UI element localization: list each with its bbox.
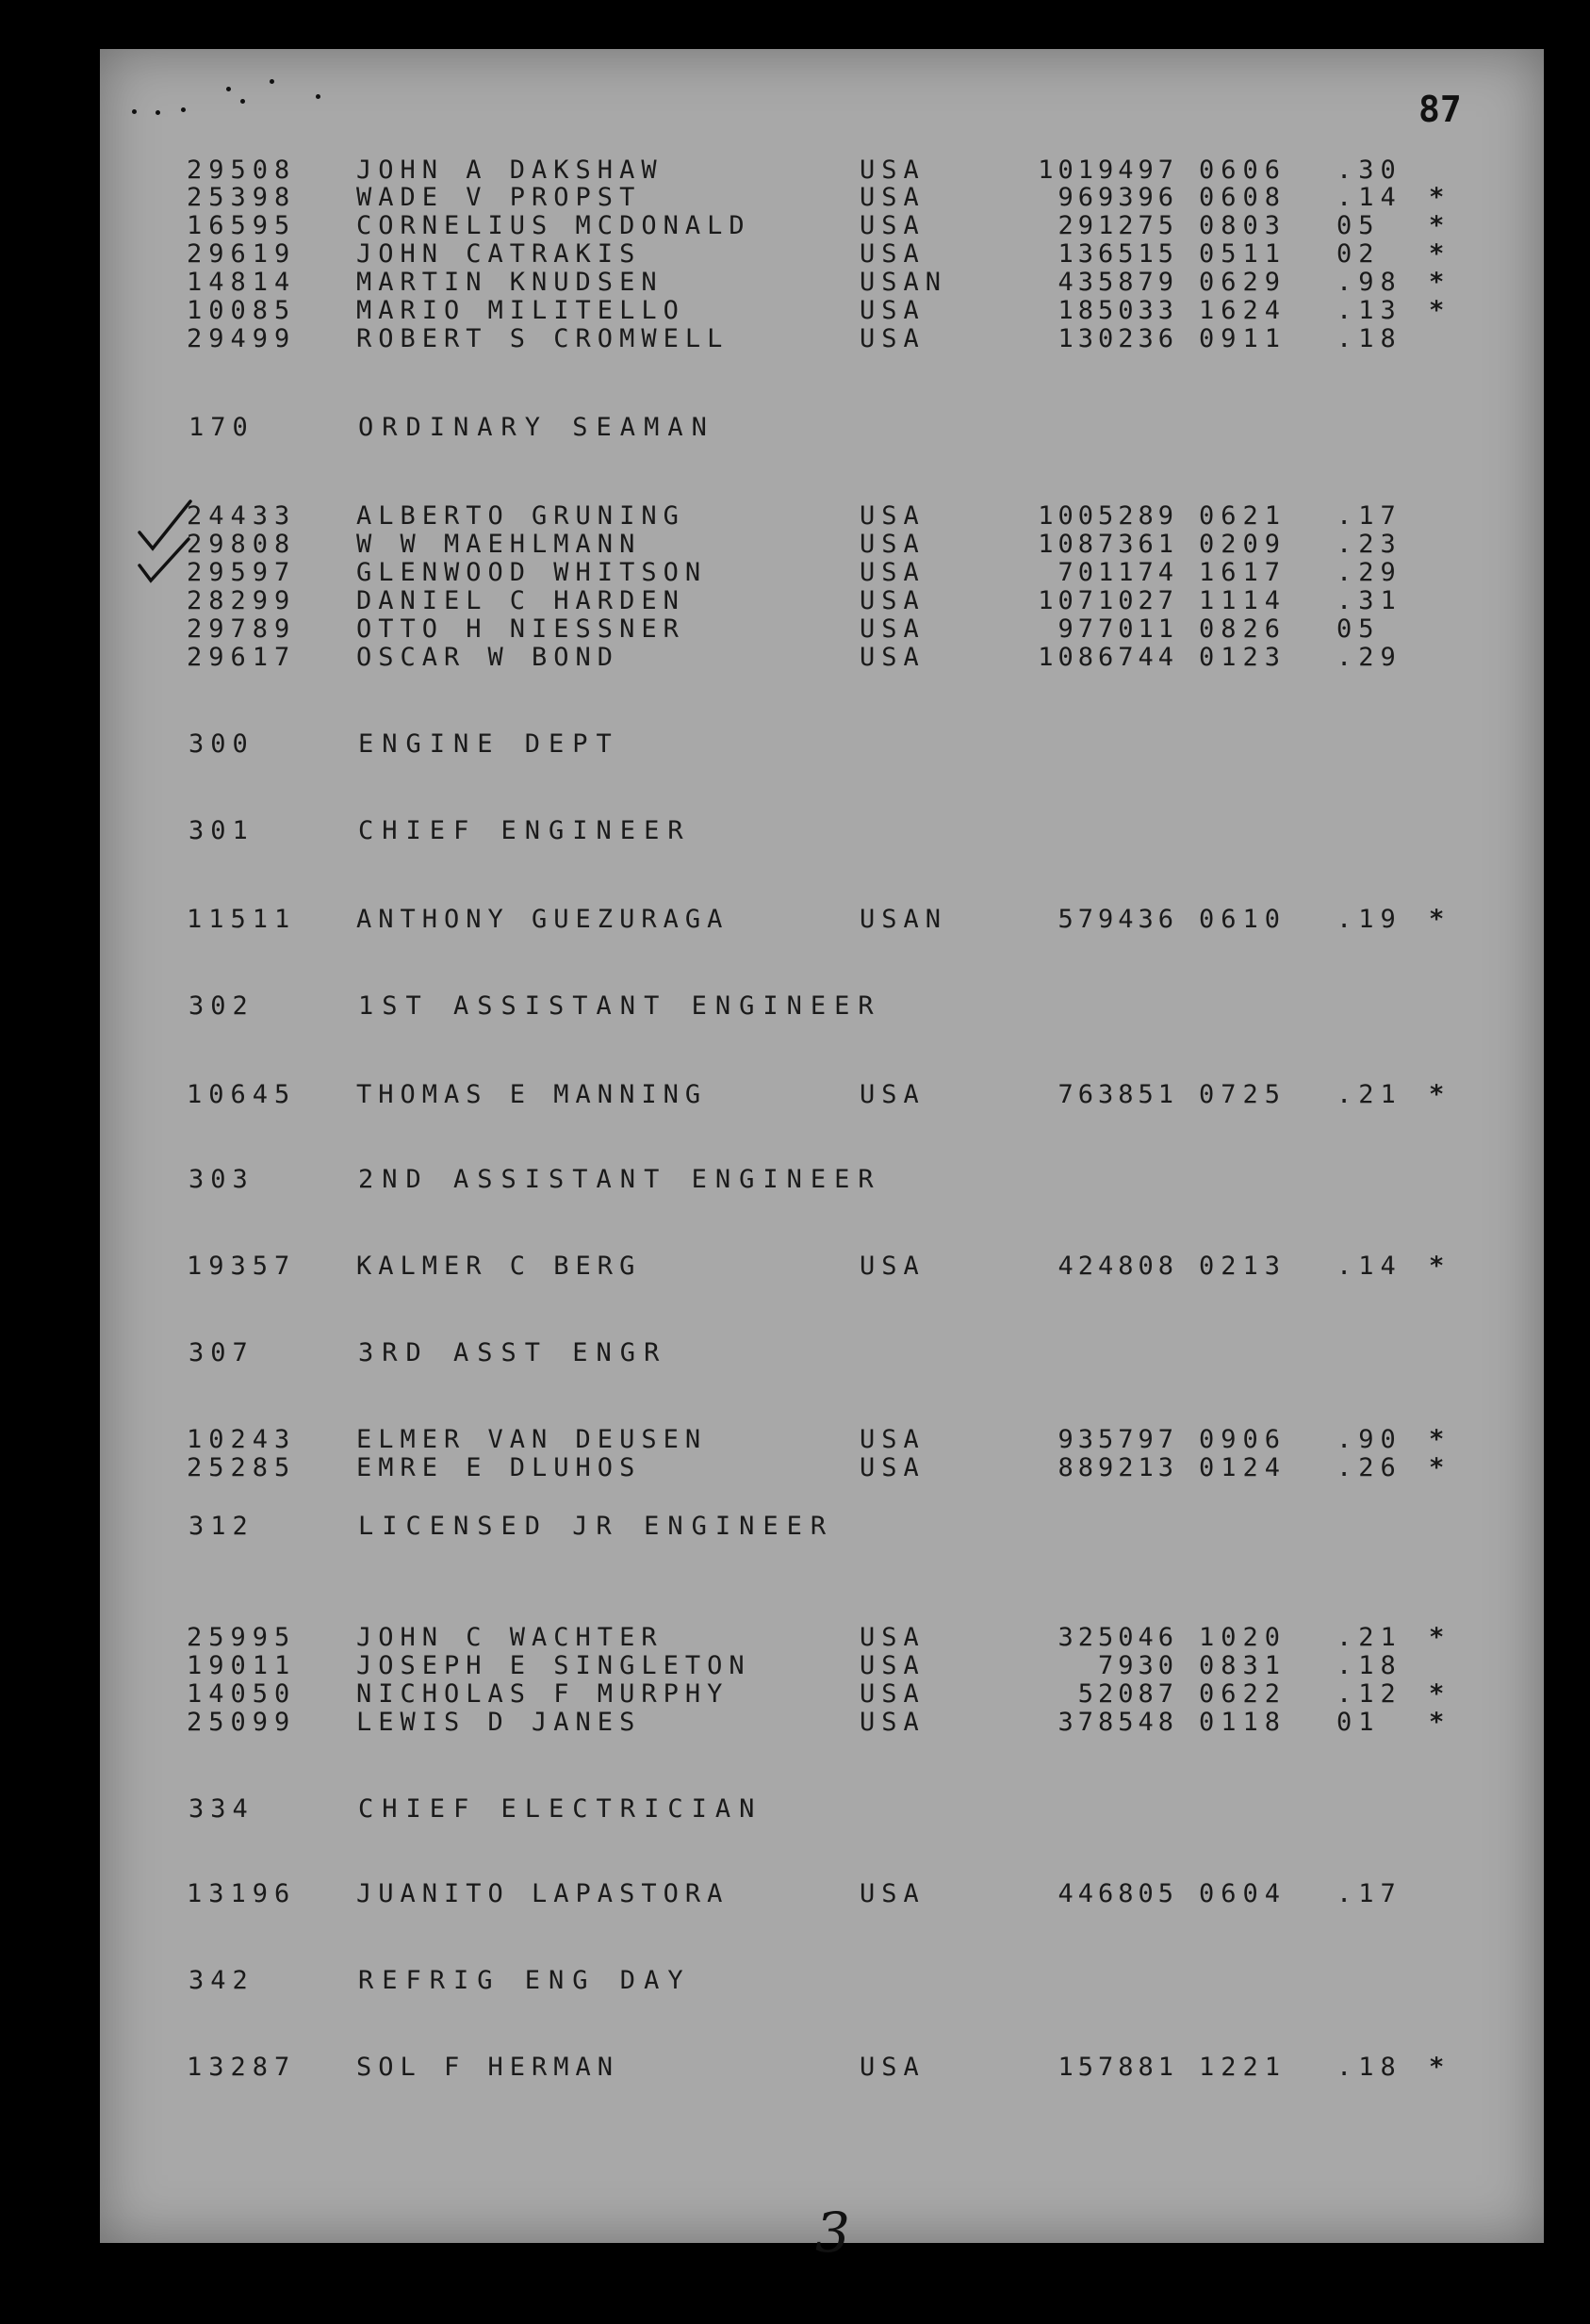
crew-name: DANIEL C HARDEN [356, 586, 685, 615]
value-code: .29 [1336, 558, 1402, 587]
certificate-number: 969396 [1057, 183, 1178, 212]
crew-name: CORNELIUS MCDONALD [356, 211, 751, 240]
asterisk-mark: * [1429, 183, 1451, 212]
section-title: 2ND ASSISTANT ENGINEER [358, 1165, 882, 1194]
date-code: 0213 [1199, 1252, 1287, 1281]
crew-name: OTTO H NIESSNER [356, 614, 685, 644]
crew-name: JOSEPH E SINGLETON [356, 1651, 751, 1680]
certificate-number: 1086744 [1038, 643, 1178, 672]
crew-number: 10645 [187, 1080, 297, 1109]
crew-row [0, 643, 1590, 673]
value-code: .21 [1336, 1080, 1402, 1109]
crew-number: 19011 [187, 1651, 297, 1680]
page-number: 87 [1418, 89, 1462, 130]
date-code: 1617 [1199, 558, 1287, 587]
date-code: 0906 [1199, 1425, 1287, 1454]
section-title: CHIEF ELECTRICIAN [358, 1794, 763, 1824]
citizenship: USA [860, 643, 926, 672]
value-code: .23 [1336, 530, 1402, 559]
citizenship: USA [860, 530, 926, 559]
section-title: LICENSED JR ENGINEER [358, 1512, 835, 1541]
date-code: 1020 [1199, 1623, 1287, 1652]
crew-row [0, 614, 1590, 645]
crew-number: 29617 [187, 643, 297, 672]
value-code: 05 [1336, 614, 1381, 644]
citizenship: USA [860, 1708, 926, 1737]
value-code: .98 [1336, 268, 1402, 297]
ink-speck [226, 87, 231, 91]
asterisk-mark: * [1429, 1425, 1451, 1454]
date-code: 0124 [1199, 1453, 1287, 1482]
crew-row [0, 1879, 1590, 1909]
certificate-number: 325046 [1057, 1623, 1178, 1652]
crew-row [0, 558, 1590, 588]
value-code: .19 [1336, 905, 1402, 934]
crew-number: 13287 [187, 2053, 297, 2082]
section-title: 3RD ASST ENGR [358, 1338, 668, 1367]
crew-name: MARIO MILITELLO [356, 296, 685, 325]
certificate-number: 1005289 [1038, 501, 1178, 531]
asterisk-mark: * [1429, 1679, 1451, 1709]
citizenship: USA [860, 558, 926, 587]
certificate-number: 185033 [1057, 296, 1178, 325]
value-code: .18 [1336, 324, 1402, 353]
crew-row [0, 501, 1590, 532]
date-code: 0629 [1199, 268, 1287, 297]
asterisk-mark: * [1429, 1453, 1451, 1482]
certificate-number: 889213 [1057, 1453, 1178, 1482]
date-code: 0610 [1199, 905, 1287, 934]
asterisk-mark: * [1429, 239, 1451, 269]
certificate-number: 446805 [1057, 1879, 1178, 1908]
crew-row [0, 268, 1590, 298]
citizenship: USA [860, 501, 926, 531]
crew-name: OSCAR W BOND [356, 643, 620, 672]
crew-name: EMRE E DLUHOS [356, 1453, 642, 1482]
crew-number: 29508 [187, 155, 297, 185]
asterisk-mark: * [1429, 1623, 1451, 1652]
crew-row [0, 1252, 1590, 1282]
section-code: 307 [189, 1338, 254, 1367]
date-code: 0911 [1199, 324, 1287, 353]
crew-row [0, 239, 1590, 270]
date-code: 0511 [1199, 239, 1287, 269]
crew-name: NICHOLAS F MURPHY [356, 1679, 729, 1709]
certificate-number: 52087 [1077, 1679, 1178, 1709]
crew-name: THOMAS E MANNING [356, 1080, 708, 1109]
asterisk-mark: * [1429, 211, 1451, 240]
date-code: 1624 [1199, 296, 1287, 325]
date-code: 0118 [1199, 1708, 1287, 1737]
crew-row [0, 296, 1590, 326]
citizenship: USA [860, 2053, 926, 2082]
value-code: .14 [1336, 183, 1402, 212]
date-code: 0803 [1199, 211, 1287, 240]
value-code: 01 [1336, 1708, 1381, 1737]
value-code: .17 [1336, 501, 1402, 531]
certificate-number: 378548 [1057, 1708, 1178, 1737]
crew-row [0, 211, 1590, 241]
crew-number: 25995 [187, 1623, 297, 1652]
crew-row [0, 2053, 1590, 2083]
certificate-number: 130236 [1057, 324, 1178, 353]
certificate-number: 435879 [1057, 268, 1178, 297]
section-title: CHIEF ENGINEER [358, 816, 692, 845]
certificate-number: 424808 [1057, 1252, 1178, 1281]
date-code: 0826 [1199, 614, 1287, 644]
crew-number: 29597 [187, 558, 297, 587]
crew-name: ANTHONY GUEZURAGA [356, 905, 729, 934]
crew-name: JOHN C WACHTER [356, 1623, 664, 1652]
crew-name: SOL F HERMAN [356, 2053, 620, 2082]
citizenship: USAN [860, 268, 948, 297]
value-code: 05 [1336, 211, 1381, 240]
crew-name: ALBERTO GRUNING [356, 501, 685, 531]
value-code: 02 [1336, 239, 1381, 269]
asterisk-mark: * [1429, 2053, 1451, 2082]
certificate-number: 701174 [1057, 558, 1178, 587]
crew-number: 10243 [187, 1425, 297, 1454]
date-code: 0209 [1199, 530, 1287, 559]
value-code: .18 [1336, 1651, 1402, 1680]
value-code: .18 [1336, 2053, 1402, 2082]
crew-row [0, 324, 1590, 354]
crew-number: 25398 [187, 183, 297, 212]
section-code: 303 [189, 1165, 254, 1194]
certificate-number: 579436 [1057, 905, 1178, 934]
asterisk-mark: * [1429, 1708, 1451, 1737]
value-code: .26 [1336, 1453, 1402, 1482]
crew-number: 16595 [187, 211, 297, 240]
crew-row [0, 1679, 1590, 1710]
citizenship: USAN [860, 905, 948, 934]
crew-name: ELMER VAN DEUSEN [356, 1425, 708, 1454]
crew-name: JOHN CATRAKIS [356, 239, 642, 269]
certificate-number: 977011 [1057, 614, 1178, 644]
section-code: 334 [189, 1794, 254, 1824]
crew-number: 28299 [187, 586, 297, 615]
value-code: .14 [1336, 1252, 1402, 1281]
asterisk-mark: * [1429, 1080, 1451, 1109]
asterisk-mark: * [1429, 296, 1451, 325]
crew-row [0, 1080, 1590, 1110]
certificate-number: 291275 [1057, 211, 1178, 240]
date-code: 0606 [1199, 155, 1287, 185]
section-title: 1ST ASSISTANT ENGINEER [358, 991, 882, 1021]
section-code: 170 [189, 413, 254, 442]
asterisk-mark: * [1429, 1252, 1451, 1281]
date-code: 1221 [1199, 2053, 1287, 2082]
crew-number: 11511 [187, 905, 297, 934]
section-code: 342 [189, 1966, 254, 1995]
date-code: 1114 [1199, 586, 1287, 615]
ink-speck [270, 79, 274, 84]
footer-page-number: 3 [815, 2201, 850, 2265]
ink-speck [316, 94, 320, 99]
crew-name: JUANITO LAPASTORA [356, 1879, 729, 1908]
certificate-number: 763851 [1057, 1080, 1178, 1109]
crew-number: 29619 [187, 239, 297, 269]
section-code: 300 [189, 729, 254, 759]
value-code: .17 [1336, 1879, 1402, 1908]
certificate-number: 1019497 [1038, 155, 1178, 185]
crew-row [0, 1425, 1590, 1455]
crew-number: 14050 [187, 1679, 297, 1709]
section-code: 302 [189, 991, 254, 1021]
crew-row [0, 183, 1590, 213]
citizenship: USA [860, 1080, 926, 1109]
handwritten-checkmarks [132, 490, 236, 594]
date-code: 0608 [1199, 183, 1287, 212]
crew-number: 24433 [187, 501, 297, 531]
crew-number: 29808 [187, 530, 297, 559]
crew-number: 25285 [187, 1453, 297, 1482]
crew-row [0, 1651, 1590, 1681]
crew-number: 10085 [187, 296, 297, 325]
citizenship: USA [860, 211, 926, 240]
section-title: ORDINARY SEAMAN [358, 413, 715, 442]
citizenship: USA [860, 1623, 926, 1652]
citizenship: USA [860, 1879, 926, 1908]
crew-row [0, 905, 1590, 935]
crew-number: 13196 [187, 1879, 297, 1908]
section-title: ENGINE DEPT [358, 729, 620, 759]
value-code: .29 [1336, 643, 1402, 672]
citizenship: USA [860, 586, 926, 615]
ink-speck [240, 99, 245, 104]
crew-row [0, 1453, 1590, 1483]
date-code: 0604 [1199, 1879, 1287, 1908]
citizenship: USA [860, 1252, 926, 1281]
citizenship: USA [860, 614, 926, 644]
citizenship: USA [860, 324, 926, 353]
crew-number: 25099 [187, 1708, 297, 1737]
date-code: 0725 [1199, 1080, 1287, 1109]
crew-name: JOHN A DAKSHAW [356, 155, 664, 185]
crew-name: GLENWOOD WHITSON [356, 558, 708, 587]
citizenship: USA [860, 183, 926, 212]
crew-number: 29499 [187, 324, 297, 353]
crew-name: KALMER C BERG [356, 1252, 642, 1281]
crew-number: 14814 [187, 268, 297, 297]
date-code: 0123 [1199, 643, 1287, 672]
citizenship: USA [860, 1651, 926, 1680]
section-code: 301 [189, 816, 254, 845]
ink-speck [181, 107, 186, 112]
date-code: 0831 [1199, 1651, 1287, 1680]
crew-name: MARTIN KNUDSEN [356, 268, 664, 297]
certificate-number: 157881 [1057, 2053, 1178, 2082]
asterisk-mark: * [1429, 268, 1451, 297]
crew-name: LEWIS D JANES [356, 1708, 642, 1737]
crew-name: WADE V PROPST [356, 183, 642, 212]
crew-name: ROBERT S CROMWELL [356, 324, 729, 353]
citizenship: USA [860, 155, 926, 185]
crew-row [0, 1708, 1590, 1738]
crew-number: 29789 [187, 614, 297, 644]
date-code: 0622 [1199, 1679, 1287, 1709]
citizenship: USA [860, 1425, 926, 1454]
value-code: .21 [1336, 1623, 1402, 1652]
crew-number: 19357 [187, 1252, 297, 1281]
citizenship: USA [860, 1679, 926, 1709]
date-code: 0621 [1199, 501, 1287, 531]
document-page [100, 49, 1544, 2243]
ink-speck [156, 110, 160, 115]
section-title: REFRIG ENG DAY [358, 1966, 692, 1995]
citizenship: USA [860, 1453, 926, 1482]
value-code: .12 [1336, 1679, 1402, 1709]
certificate-number: 935797 [1057, 1425, 1178, 1454]
certificate-number: 1087361 [1038, 530, 1178, 559]
citizenship: USA [860, 296, 926, 325]
crew-row [0, 530, 1590, 560]
crew-row [0, 1623, 1590, 1653]
asterisk-mark: * [1429, 905, 1451, 934]
value-code: .13 [1336, 296, 1402, 325]
certificate-number: 1071027 [1038, 586, 1178, 615]
section-code: 312 [189, 1512, 254, 1541]
certificate-number: 7930 [1097, 1651, 1178, 1680]
value-code: .30 [1336, 155, 1402, 185]
citizenship: USA [860, 239, 926, 269]
certificate-number: 136515 [1057, 239, 1178, 269]
crew-name: W W MAEHLMANN [356, 530, 642, 559]
crew-row [0, 586, 1590, 616]
value-code: .90 [1336, 1425, 1402, 1454]
ink-speck [132, 109, 137, 114]
crew-row [0, 155, 1590, 186]
value-code: .31 [1336, 586, 1402, 615]
